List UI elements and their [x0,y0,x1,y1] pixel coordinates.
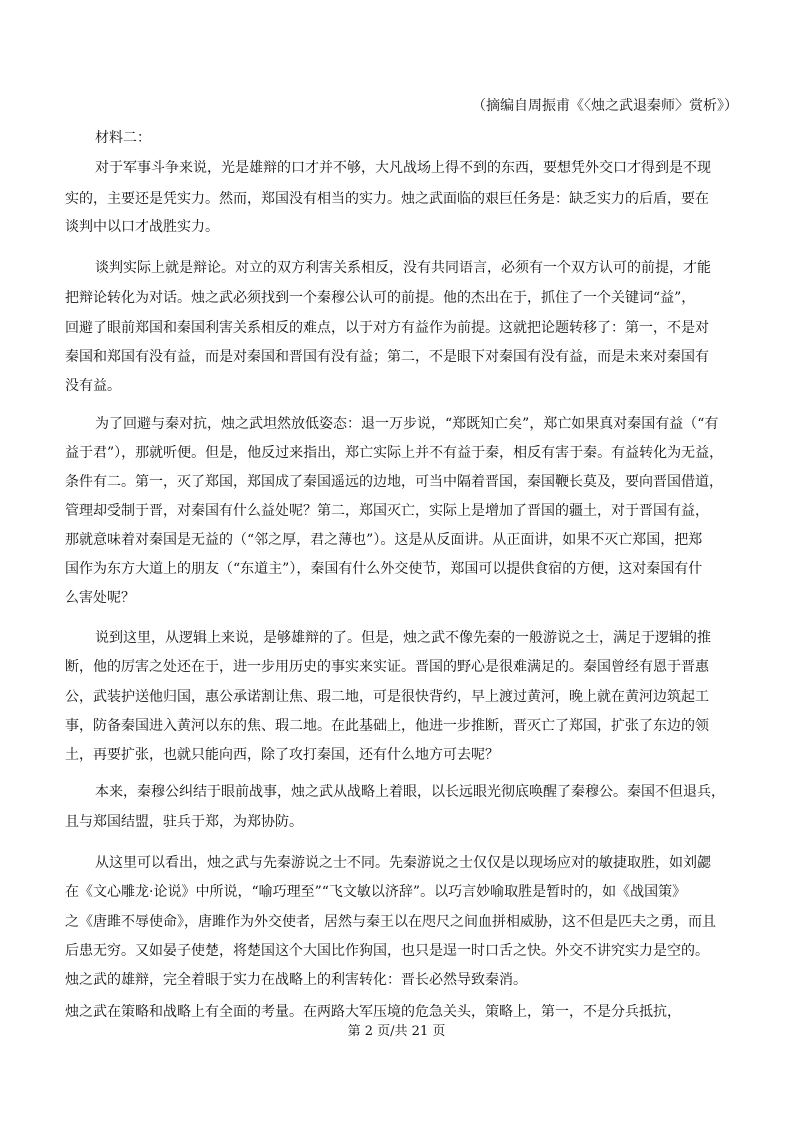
text-line: 本来，秦穆公纠结于眼前战事，烛之武从战略上着眼，以长远眼光彻底唤醒了秦穆公。秦国不但退兵， [95,784,725,800]
text-line: 那就意味着对秦国是无益的（“邻之厚，君之薄也”）。这是从反面讲。从正面讲，如果不灭亡郑国，把郑 [65,532,703,548]
text-line: 没有益。 [65,378,121,394]
text-line: 之《唐雎不辱使命》，唐雎作为外交使者，居然与秦王以在咫尺之间血拼相威胁，这不但是匹夫之勇，而且 [65,914,716,930]
text-line: 烛之武在策略和战略上有全面的考量。在两路大军压境的危急关头，策略上，第一，不是分兵抵抗， [65,1004,681,1020]
text-line: 么害处呢？ [65,590,135,606]
text-line: 在《文心雕龙·论说》中所说，“喻巧理至”“飞文敏以济辞”。以巧言妙喻取胜是暂时的，如《战国策》 [65,884,687,900]
text-line: 后患无穷。又如晏子使楚，将楚国这个大国比作狗国，也只是逞一时口舌之快。外交不讲究实力是空的。 [65,943,709,959]
text-line: 对于军事斗争来说，光是雄辩的口才并不够，大凡战场上得不到的东西，要想凭外交口才得到是不现 [95,160,711,176]
text-line: 公，武装护送他归国，惠公承诺割让焦、瑕二地，可是很快背约，早上渡过黄河，晚上就在黄河边筑起工 [65,689,709,705]
text-line: 谈判实际上就是辩论。对立的双方利害关系相反，没有共同语言，必须有一个双方认可的前提，才能 [95,260,711,276]
text-line: 烛之武的雄辩，完全着眼于实力在战略上的利害转化：晋长必然导致秦消。 [65,972,527,988]
text-line: 土，再要扩张，也就只能向西，除了攻打秦国，还有什么地方可去呢？ [65,747,499,763]
text-line: 条件有二。第一，灭了郑国，郑国成了秦国遥远的边地，可当中隔着晋国，秦国鞭长莫及，要向晋国借道， [65,474,723,490]
text-line: 为了回避与秦对抗，烛之武坦然放低姿态：退一万步说，“郑既知亡矣”，郑亡如果真对秦国有益（“有 [95,416,719,432]
text-line: 秦国和郑国有没有益，而是对秦国和晋国有没有益；第二，不是眼下对秦国有没有益，而是未来对秦国有 [65,349,709,365]
text-line: 谈判中以口才战胜实力。 [65,219,219,235]
section-title: 材料二： [95,130,151,146]
text-line: 回避了眼前郑国和秦国利害关系相反的难点，以于对方有益作为前提。这就把论题转移了：第一，不是对 [65,320,709,336]
text-line: 益于君”），那就听便。但是，他反过来指出，郑亡实际上并不有益于秦，相反有害于秦。有益转化为无益， [65,445,724,461]
text-line: 说到这里，从逻辑上来说，是够雄辩的了。但是，烛之武不像先秦的一般游说之士，满足于逻辑的推 [95,630,711,646]
text-line: 管理却受制于晋，对秦国有什么益处呢？第二，郑国灭亡，实际上是增加了晋国的疆土，对于晋国有益， [65,503,709,519]
source-citation: （摘编自周振甫《〈烛之武退秦师〉赏析》） [472,98,738,114]
text-line: 从这里可以看出，烛之武与先秦游说之士不同。先秦游说之士仅仅是以现场应对的敏捷取胜，如刘勰 [95,855,711,871]
text-line: 国作为东方大道上的朋友（“东道主”），秦国有什么外交使节，郑国可以提供食宿的方便，这对秦国有什 [65,561,703,577]
text-line: 把辩论转化为对话。烛之武必须找到一个秦穆公认可的前提。他的杰出在于，抓住了一个关键词“益”， [65,290,696,306]
text-line: 事，防备秦国进入黄河以东的焦、瑕二地。在此基础上，他进一步推断，晋灭亡了郑国，扩张了东边的领 [65,718,709,734]
text-line: 且与郑国结盟，驻兵于郑，为郑协防。 [65,814,303,830]
text-line: 实的，主要还是凭实力。然而，郑国没有相当的实力。烛之武面临的艰巨任务是：缺乏实力的后盾，要在 [65,191,709,207]
page-number: 第 2 页/共 21 页 [347,1024,446,1039]
text-line: 断，他的厉害之处还在于，进一步用历史的事实来实证。晋国的野心是很难满足的。秦国曾经有恩于晋惠 [65,659,709,675]
